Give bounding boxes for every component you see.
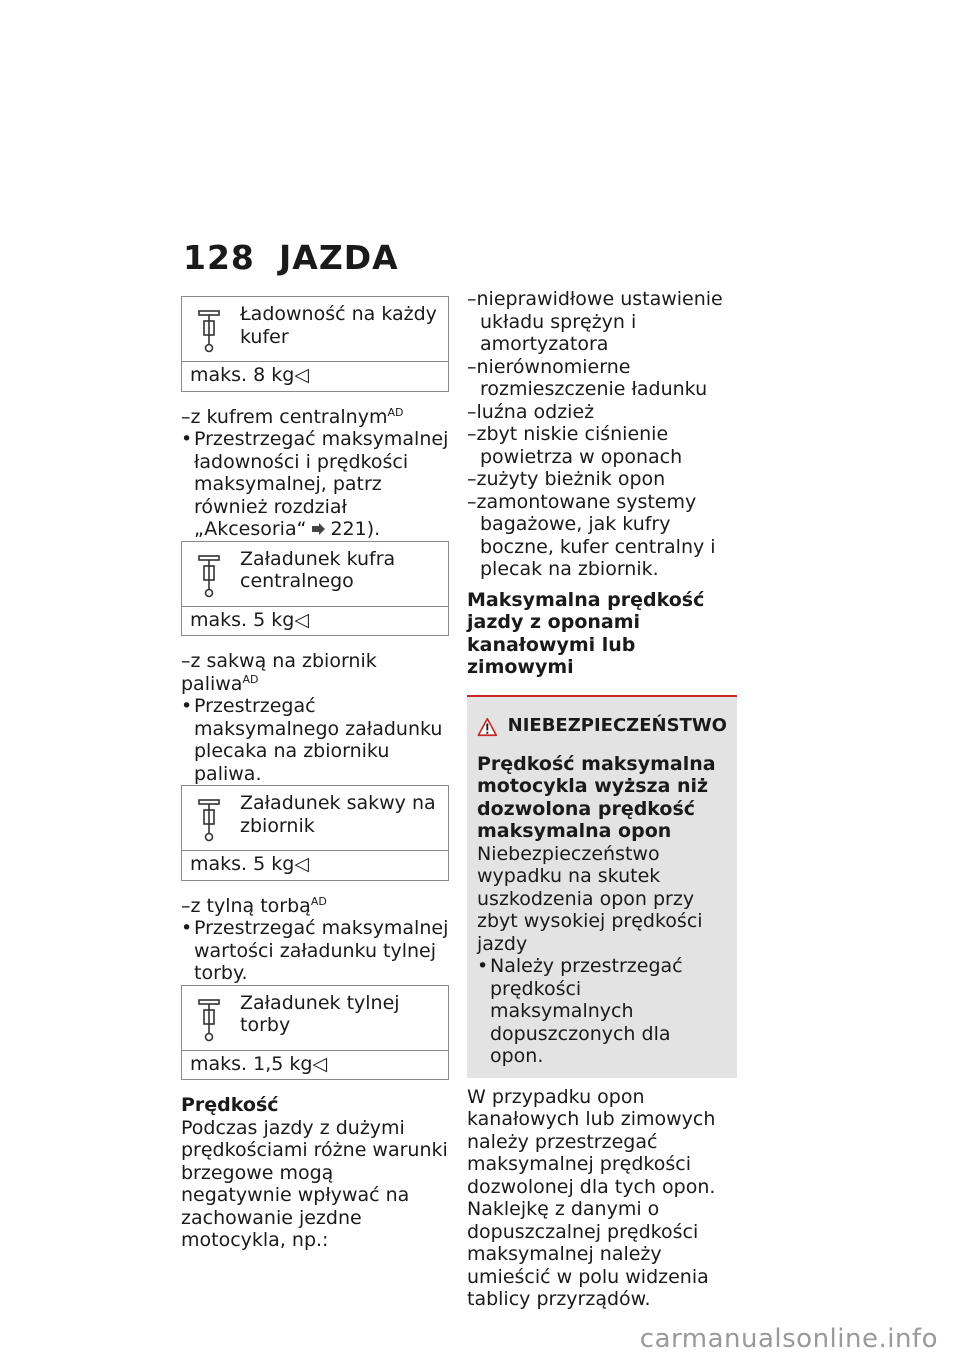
spec-title: Załadunek kufra centralnego — [240, 547, 396, 593]
warning-bullet: • Należy przestrzegać prędkości maksymalnych dopuszczonych dla opon. — [477, 955, 683, 1067]
load-spec-box — [181, 985, 449, 1081]
list-item: –zamontowane systemy bagażowe, jak kufry boczne, kufer centralny i plecak na zbiornik. — [467, 490, 716, 580]
list-item: • Przestrzegać maksymalnej wartości załadunku tylnej torby. — [181, 917, 449, 985]
left-column — [181, 296, 449, 1252]
list-item: –nierównomierne rozmieszczenie ładunku — [467, 355, 708, 400]
warning-text: Niebezpieczeństwo wypadku na skutek uszkodzenia opon przy zbyt wysokiej prędkości jazdy — [477, 842, 703, 955]
list-item: • Przestrzegać maksymalnej ładowności i prędkości maksymalnej, patrz również rozdział „Akcesoria“ 221). — [181, 428, 449, 540]
watermark: carmanualsonline.info — [639, 1324, 938, 1354]
page-reference-arrow-icon — [310, 518, 326, 541]
body-paragraph: W przypadku opon kanałowych lub zimowych należy przestrzegać maksymalnej prędkości dozwolonej dla tych opon. Naklejkę z danymi o dopuszczalnej prędkości maksymalnej należy umieścić w polu widzenia tablicy przyrządów. — [467, 1085, 716, 1310]
list-item: • Przestrzegać maksymalnego załadunku plecaka na zbiorniku paliwa. — [181, 695, 443, 785]
load-weight-icon — [196, 998, 222, 1042]
list-item: –z sakwą na zbiornik paliwa$^{AD}$ — [181, 650, 377, 695]
list-item: –zużyty bieżnik opon — [467, 468, 666, 490]
load-weight-icon — [196, 554, 222, 598]
load-weight-icon — [196, 309, 222, 353]
spec-value: maks. 8 kg◁ — [182, 361, 448, 391]
spec-title: Ładowność na każdy kufer — [240, 303, 437, 348]
page-header — [183, 238, 399, 277]
warning-title: NIEBEZPIECZEŃSTWO — [507, 715, 727, 737]
list-item: –zbyt niskie ciśnienie powietrza w oponach — [467, 423, 683, 468]
warning-box — [467, 695, 737, 1078]
spec-value: maks. 5 kg◁ — [182, 606, 448, 636]
page-number: 128 — [183, 238, 255, 277]
warning-title-row — [477, 713, 727, 741]
load-spec-box — [181, 785, 449, 881]
list-item: –z tylną torbą$^{AD}$ — [181, 894, 327, 917]
spec-value: maks. 5 kg◁ — [182, 850, 448, 880]
load-weight-icon — [196, 798, 222, 842]
list-item: –nieprawidłowe ustawienie układu sprężyn i amortyzatora — [467, 288, 723, 355]
right-column — [467, 288, 737, 1311]
section-heading: Prędkość — [181, 1094, 279, 1117]
section-heading: Maksymalna prędkość jazdy z oponami kanałowymi lub zimowymi — [467, 588, 705, 678]
spec-title: Załadunek sakwy na zbiornik — [240, 792, 436, 837]
load-spec-box — [181, 541, 449, 637]
list-item: –luźna odzież — [467, 400, 595, 423]
spec-value: maks. 1,5 kg◁ — [182, 1050, 448, 1080]
load-spec-box — [181, 296, 449, 392]
list-item: –z kufrem centralnym$^{AD}$ — [181, 405, 404, 428]
spec-title: Załadunek tylnej torby — [240, 991, 400, 1037]
warning-triangle-icon — [477, 713, 498, 741]
warning-heading: Prędkość maksymalna motocykla wyższa niż dozwolona prędkość maksymalna opon — [477, 752, 716, 842]
section-title: JAZDA — [279, 238, 399, 277]
section-body: Podczas jazdy z dużymi prędkościami różne warunki brzegowe mogą negatywnie wpływać na zachowanie jezdne motocykla, np.: — [181, 1116, 448, 1252]
